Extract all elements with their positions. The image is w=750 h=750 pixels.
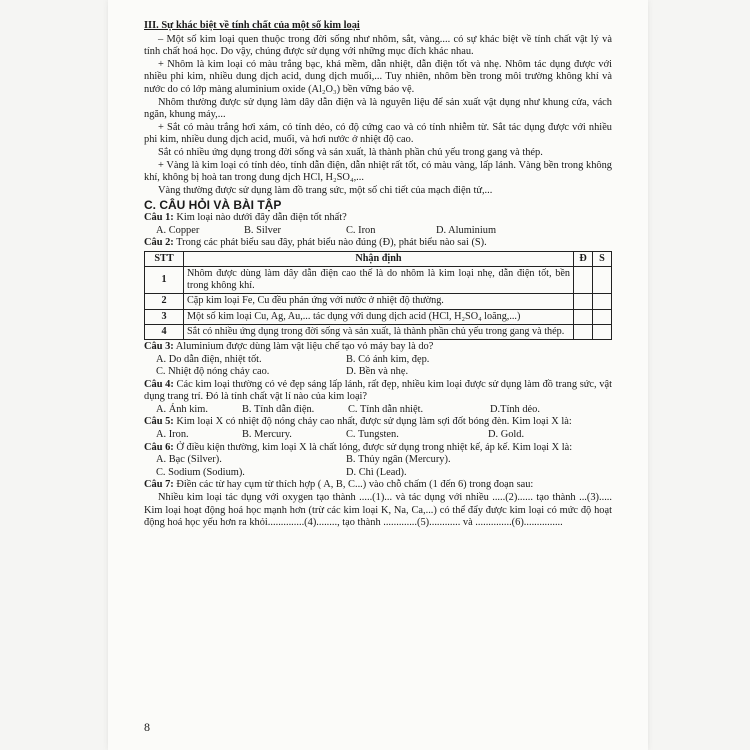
question-2 (144, 237, 612, 250)
question-label: Câu 5: (144, 416, 174, 428)
option: A. Bạc (Silver). (156, 454, 222, 466)
option: D. Aluminium (436, 224, 497, 236)
header-true: Đ (574, 251, 593, 266)
gold-usage-paragraph: Vàng thường được sử dụng làm đồ trang sức, một số chi tiết của mạch điện tử,... (158, 184, 493, 196)
true-cell[interactable] (574, 324, 593, 339)
question-text: Ở điều kiện thường, kim loại X là chất lỏng, được sử dụng trong nhiệt kế, áp kế. Kim loại X là: (176, 441, 573, 453)
row-number: 4 (145, 324, 184, 339)
gold-paragraph: + Vàng là kim loại có tính dẻo, tính dẫn điện, dẫn nhiệt rất tốt, có màu vàng, lấp lánh. Vàng bền trong không khí, không bị hoà tan trong dung dịch HCl, H₂SO₄,... (144, 159, 612, 184)
false-cell[interactable] (593, 309, 612, 324)
question-5 (144, 416, 612, 429)
iron-paragraph: + Sắt có màu trắng hơi xám, có tính dẻo, có độ cứng cao và có tính nhiễm từ. Sắt tác dụng được với nhiều phi kim, nhiều dung dịch acid, muối, và hơi nước ở nhiệt độ cao. (144, 121, 612, 146)
question-text: Điền các từ hay cụm từ thích hợp ( A, B, C...) vào chỗ chấm (1 đến 6) trong đoạn sau: (176, 479, 534, 491)
false-cell[interactable] (593, 294, 612, 309)
table-header-row (145, 251, 612, 266)
header-false: S (593, 251, 612, 266)
option: D. Bền và nhẹ. (346, 366, 409, 378)
question-1-options (144, 225, 612, 238)
section-c-title: C. CÂU HỎI VÀ BÀI TẬP (144, 198, 282, 213)
option: A. Do dẫn điện, nhiệt tốt. (156, 353, 262, 365)
question-3 (144, 341, 612, 354)
question-text: Aluminium được dùng làm vật liệu chế tạo vỏ máy bay là do? (175, 340, 434, 352)
question-3-options (144, 354, 612, 379)
option: B. Tính dẫn điện. (242, 403, 315, 415)
row-number: 1 (145, 266, 184, 293)
option: D. Gold. (488, 429, 525, 441)
true-cell[interactable] (574, 294, 593, 309)
question-1 (144, 212, 612, 225)
true-cell[interactable] (574, 266, 593, 293)
false-cell[interactable] (593, 324, 612, 339)
option: B. Mercury. (242, 429, 292, 441)
option: B. Thủy ngân (Mercury). (346, 454, 451, 466)
question-text: Trong các phát biểu sau đây, phát biểu nào đúng (Đ), phát biểu nào sai (S). (176, 237, 487, 249)
question-label: Câu 3: (144, 340, 174, 352)
question-label: Câu 7: (144, 479, 174, 491)
header-statement: Nhận định (184, 251, 574, 266)
table-row (145, 294, 612, 309)
option: D. Chì (Lead). (346, 466, 407, 478)
table-row (145, 324, 612, 339)
question-label: Câu 1: (144, 211, 174, 223)
question-7 (144, 479, 612, 492)
question-5-options (144, 429, 612, 442)
section-3-title: III. Sự khác biệt về tính chất của một số kim loại (144, 20, 360, 31)
iron-usage-paragraph: Sắt có nhiều ứng dụng trong đời sống và sản xuất, là thành phần chủ yếu trong gang và thép. (158, 146, 543, 158)
true-cell[interactable] (574, 309, 593, 324)
row-number: 3 (145, 309, 184, 324)
section-3-paragraph: – Một số kim loại quen thuộc trong đời sống như nhôm, sắt, vàng.... có sự khác biệt về tính chất vật lý và tính chất hoá học. Do vậy, chúng được sử dụng với những mục đích khác nhau. (144, 33, 612, 58)
table-row (145, 266, 612, 293)
question-4 (144, 379, 612, 404)
option: D.Tính dẻo. (490, 403, 540, 415)
question-text: Kim loại nào dưới đây dẫn điện tốt nhất? (176, 211, 347, 223)
row-statement: Một số kim loại Cu, Ag, Au,... tác dụng với dung dịch acid (HCl, H₂SO₄ loãng,...) (184, 309, 574, 324)
option: C. Nhiệt độ nóng chảy cao. (156, 366, 270, 378)
page-content (144, 20, 612, 530)
option: B. Silver (244, 224, 281, 236)
header-stt: STT (145, 251, 184, 266)
question-4-options (144, 404, 612, 417)
false-cell[interactable] (593, 266, 612, 293)
question-text: Các kim loại thường có vẻ đẹp sáng lấp lánh, rất đẹp, nhiều kim loại được sử dụng làm đồ trang sức, vật dụng trang trí. Đó là tính chất vật lí nào của kim loại? (144, 378, 612, 403)
row-statement: Cặp kim loại Fe, Cu đều phản ứng với nước ở nhiệt độ thường. (184, 294, 574, 309)
row-statement: Sắt có nhiều ứng dụng trong đời sống và sản xuất, là thành phần chủ yếu trong gang và thép. (184, 324, 574, 339)
table-row (145, 309, 612, 324)
question-label: Câu 4: (144, 378, 174, 390)
option: C. Tính dẫn nhiệt. (348, 403, 424, 415)
option: A. Iron. (156, 429, 189, 441)
question-label: Câu 6: (144, 441, 174, 453)
aluminium-paragraph: + Nhôm là kim loại có màu trắng bạc, khá mềm, dẫn nhiệt, dẫn điện tốt và nhẹ. Nhôm tác dụng được với nhiều phi kim, nhiều dung dịch acid, dung dịch muối,... Tuy nhiên, nhôm bền trong môi trường không khí và nước do có lớp màng aluminium oxide (Al₂O₃) bền vững bảo vệ. (144, 58, 612, 95)
row-number: 2 (145, 294, 184, 309)
question-6-options (144, 454, 612, 479)
option: C. Sodium (Sodium). (156, 466, 245, 478)
row-statement: Nhôm được dùng làm dây dẫn điện cao thế là do nhôm là kim loại nhẹ, dẫn điện tốt, bền trong không khí. (184, 266, 574, 293)
option: B. Có ánh kim, đẹp. (346, 353, 430, 365)
option: C. Iron (346, 224, 376, 236)
aluminium-usage-paragraph: Nhôm thường được sử dụng làm dây dẫn điện và là nguyên liệu để sản xuất vật dụng như khung cửa, vách ngăn, khung máy,... (144, 96, 612, 121)
question-6 (144, 442, 612, 455)
option: C. Tungsten. (346, 429, 399, 441)
document-page (108, 0, 648, 750)
question-text: Kim loại X có nhiệt độ nóng chảy cao nhất, được sử dụng làm sợi đốt bóng đèn. Kim loại X là: (176, 416, 572, 428)
page-number: 8 (144, 720, 150, 734)
statements-table (144, 251, 612, 340)
question-label: Câu 2: (144, 237, 174, 249)
option: A. Ánh kim. (156, 403, 208, 415)
fill-in-paragraph: Nhiều kim loại tác dụng với oxygen tạo thành .....(1)... và tác dụng với nhiều .....(2)...... tạo thành ...(3)..... Kim loại hoạt động hoá học mạnh hơn (trừ các kim loại K, Na, Ca,...) có thể đẩy được kim loại có mức độ hoạt động hoá học yếu hơn ra khỏi..............(4)........, tạo thành .............(5)............ và ..............(6)............... (144, 492, 612, 529)
option: A. Copper (156, 224, 200, 236)
